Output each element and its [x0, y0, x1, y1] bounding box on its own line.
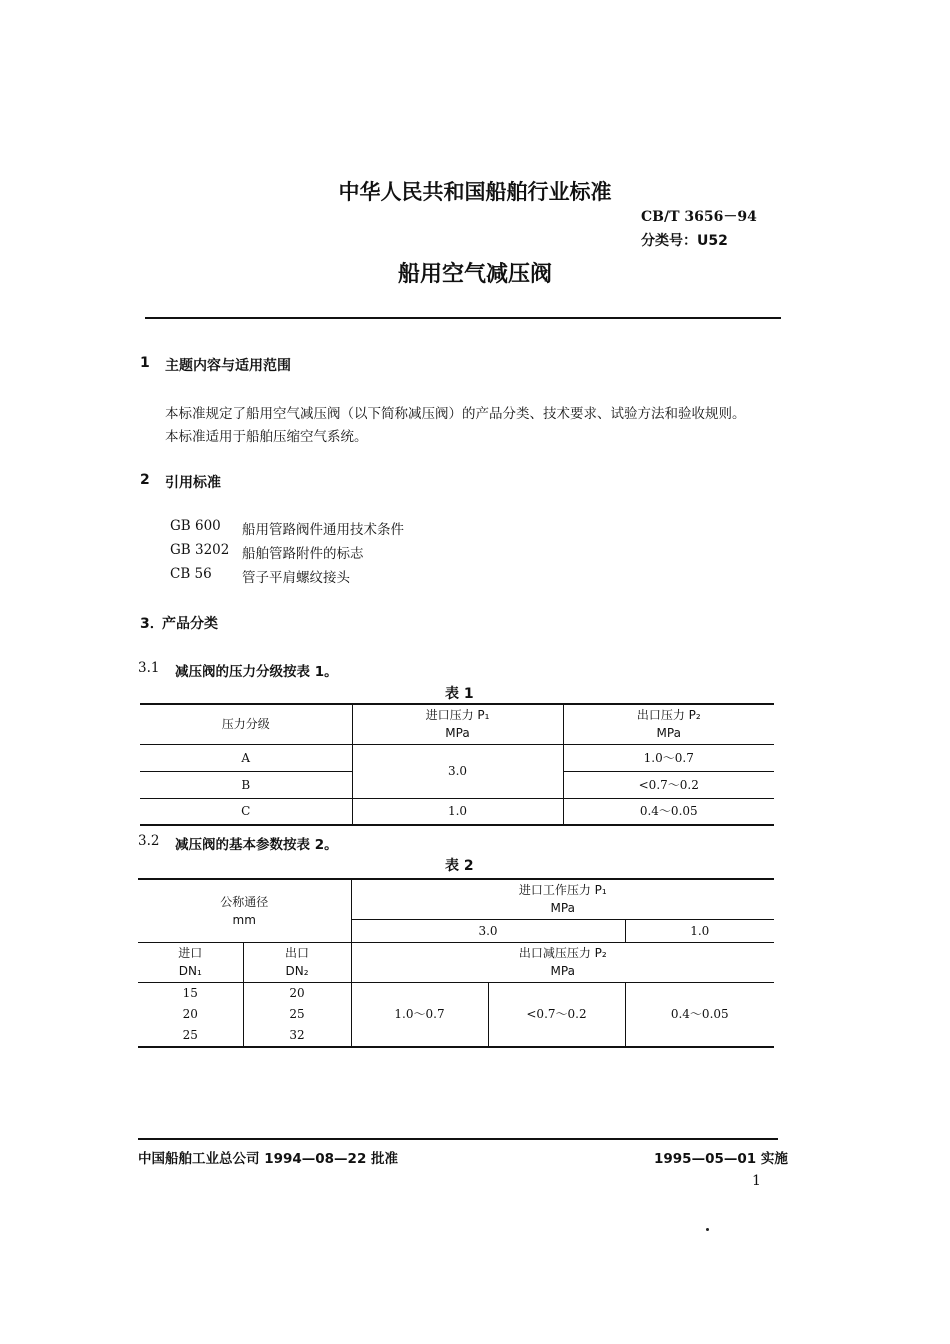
subsection-3-1-text: 减压阀的压力分级按表 1。: [175, 664, 338, 680]
table-2-header-outlet-reduced-label: 出口减压压力 P₂: [518, 946, 607, 960]
table-2-dn-value: 20: [182, 1006, 198, 1021]
table-2-header-outlet-symbol: DN₂: [285, 964, 309, 978]
table-2-header-dn-label: 公称通径: [220, 894, 269, 909]
table-2-header-inlet-label: 进口: [178, 946, 203, 960]
table-1-grade-cell: B: [140, 771, 352, 798]
table-1-outlet-cell: 0.4～0.05: [639, 804, 698, 819]
table-1-caption: 表 1: [445, 686, 474, 702]
table-2-caption: 表 2: [445, 858, 474, 874]
standard-code: CB/T 3656－94: [641, 209, 757, 225]
table-2-header-outlet-reduced-unit: MPa: [550, 964, 575, 978]
table-2-dn-value: 25: [182, 1027, 198, 1042]
table-1-header-grade: 压力分级: [140, 704, 352, 744]
reference-code: GB 600: [170, 518, 221, 534]
page-number: 1: [752, 1173, 761, 1189]
subsection-3-1-number: 3.1: [138, 660, 160, 676]
table-2-dn-value: 15: [182, 985, 198, 1000]
reference-code: GB 3202: [170, 542, 230, 558]
table-1-header-inlet: [352, 704, 563, 744]
title-divider: [145, 317, 781, 319]
table-1-outlet-cell: <0.7～0.2: [638, 777, 699, 792]
table-1-header-inlet-label: 进口压力 P₁: [425, 708, 490, 723]
table-2-header-outlet: [243, 942, 351, 982]
table-1-inlet-cell: 1.0: [352, 798, 563, 825]
effective-date: 1995—05—01 实施: [654, 1151, 788, 1167]
section-3-heading: 产品分类: [162, 616, 218, 632]
table-2-header-nominal-diameter: [138, 879, 351, 942]
document-title: 船用空气减压阀: [397, 262, 552, 287]
reference-name: 管子平肩螺纹接头: [242, 570, 350, 586]
section-3-number: 3．: [140, 616, 164, 632]
table-1-outlet-cell: 1.0～0.7: [643, 750, 694, 765]
footer-divider: [138, 1138, 778, 1140]
table-2-header-pressure-3: 3.0: [351, 919, 625, 942]
table-2-header-inlet: [138, 942, 243, 982]
table-2-pressure-cell: 0.4～0.05: [670, 1007, 729, 1021]
table-1-header-outlet: [563, 704, 774, 744]
section-1-paragraph-1: 本标准规定了船用空气减压阀（以下简称减压阀）的产品分类、技术要求、试验方法和验收规则。: [165, 406, 746, 422]
table-2-pressure-cell: 1.0～0.7: [351, 982, 488, 1047]
table-2-header-pressure-1: 1.0: [690, 923, 710, 938]
table-2-inlet-dn-cell: [138, 982, 243, 1047]
table-1: [140, 703, 774, 826]
table-1-grade-cell: A: [140, 744, 352, 771]
approval-line: 中国船舶工业总公司 1994—08—22 批准: [138, 1151, 399, 1167]
table-2-header-outlet-label: 出口: [284, 946, 309, 960]
table-2-header-inlet-working-pressure: [351, 879, 774, 919]
table-2-header-inlet-working-unit: MPa: [550, 901, 575, 916]
table-2-header-outlet-reduced-pressure: [351, 942, 774, 982]
table-2-dn-value: 32: [289, 1027, 305, 1042]
table-1-header-inlet-unit: MPa: [445, 726, 470, 741]
table-2-pressure-cell: <0.7～0.2: [488, 982, 625, 1047]
table-2-outlet-dn-cell: [243, 982, 351, 1047]
table-2-header-dn-unit: mm: [232, 912, 256, 927]
subsection-3-2-text: 减压阀的基本参数按表 2。: [175, 837, 338, 853]
table-1-inlet-cell: 3.0: [352, 744, 563, 798]
reference-code: CB 56: [170, 566, 212, 582]
subsection-3-2-number: 3.2: [138, 833, 160, 849]
section-1-heading: 主题内容与适用范围: [165, 358, 291, 374]
section-2-number: 2: [140, 472, 150, 488]
reference-name: 船用管路阀件通用技术条件: [242, 522, 404, 538]
reference-name: 船舶管路附件的标志: [242, 546, 364, 562]
org-title: 中华人民共和国船舶行业标准: [338, 180, 612, 204]
category-code: 分类号：U52: [641, 233, 728, 249]
table-2-header-inlet-working-label: 进口工作压力 P₁: [518, 883, 607, 898]
section-1-paragraph-2: 本标准适用于船舶压缩空气系统。: [165, 429, 368, 445]
section-1-number: 1: [140, 355, 150, 371]
table-1-header-outlet-unit: MPa: [656, 726, 681, 741]
scan-speck: [706, 1228, 709, 1231]
table-1-header-outlet-label: 出口压力 P₂: [636, 708, 701, 723]
table-2-dn-value: 20: [289, 985, 305, 1000]
table-2-dn-value: 25: [289, 1006, 305, 1021]
table-2: [138, 878, 774, 1048]
table-1-grade-cell: C: [140, 798, 352, 825]
table-2-header-inlet-symbol: DN₁: [178, 964, 202, 978]
section-2-heading: 引用标准: [165, 475, 221, 491]
